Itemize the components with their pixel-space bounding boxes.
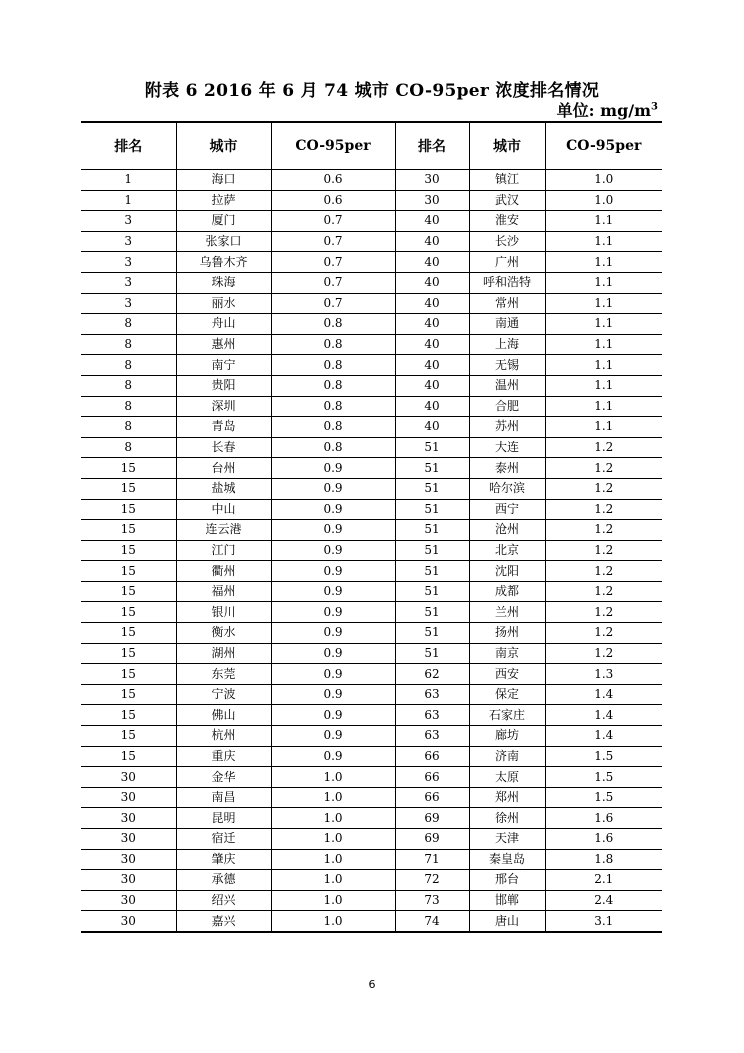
city-cell: 拉萨 bbox=[176, 190, 271, 211]
co-value-cell: 1.2 bbox=[545, 561, 662, 582]
co-value-cell: 0.9 bbox=[271, 478, 395, 499]
table-row bbox=[81, 499, 662, 520]
rank-cell: 15 bbox=[81, 643, 176, 664]
rank-cell: 40 bbox=[395, 272, 469, 293]
city-cell: 肇庆 bbox=[176, 849, 271, 870]
co-value-cell: 1.4 bbox=[545, 684, 662, 705]
city-cell: 扬州 bbox=[469, 623, 545, 644]
table-row bbox=[81, 829, 662, 850]
rank-cell: 30 bbox=[81, 808, 176, 829]
header-co-left: CO-95per bbox=[271, 122, 395, 170]
co-value-cell: 1.0 bbox=[271, 808, 395, 829]
co-value-cell: 1.3 bbox=[545, 664, 662, 685]
rank-cell: 8 bbox=[81, 437, 176, 458]
co-value-cell: 1.2 bbox=[545, 499, 662, 520]
co-value-cell: 0.9 bbox=[271, 602, 395, 623]
co-value-cell: 1.1 bbox=[545, 375, 662, 396]
rank-cell: 15 bbox=[81, 581, 176, 602]
rank-cell: 30 bbox=[81, 890, 176, 911]
city-cell: 苏州 bbox=[469, 417, 545, 438]
city-cell: 盐城 bbox=[176, 478, 271, 499]
city-cell: 佛山 bbox=[176, 705, 271, 726]
rank-cell: 30 bbox=[395, 170, 469, 191]
city-cell: 廊坊 bbox=[469, 726, 545, 747]
page-number: 6 bbox=[368, 978, 376, 991]
city-cell: 天津 bbox=[469, 829, 545, 850]
city-cell: 太原 bbox=[469, 767, 545, 788]
ranking-table bbox=[81, 121, 662, 933]
co-value-cell: 1.1 bbox=[545, 417, 662, 438]
rank-cell: 51 bbox=[395, 499, 469, 520]
rank-cell: 30 bbox=[81, 787, 176, 808]
table-row bbox=[81, 623, 662, 644]
co-value-cell: 1.0 bbox=[271, 829, 395, 850]
city-cell: 秦皇岛 bbox=[469, 849, 545, 870]
rank-cell: 3 bbox=[81, 293, 176, 314]
unit-label bbox=[557, 98, 658, 121]
city-cell: 淮安 bbox=[469, 211, 545, 232]
rank-cell: 73 bbox=[395, 890, 469, 911]
city-cell: 宿迁 bbox=[176, 829, 271, 850]
city-cell: 乌鲁木齐 bbox=[176, 252, 271, 273]
city-cell: 承德 bbox=[176, 870, 271, 891]
rank-cell: 30 bbox=[395, 190, 469, 211]
table-row bbox=[81, 375, 662, 396]
city-cell: 沈阳 bbox=[469, 561, 545, 582]
rank-cell: 51 bbox=[395, 437, 469, 458]
city-cell: 宁波 bbox=[176, 684, 271, 705]
co-value-cell: 0.8 bbox=[271, 355, 395, 376]
co-value-cell: 1.1 bbox=[545, 355, 662, 376]
table-row bbox=[81, 478, 662, 499]
rank-cell: 51 bbox=[395, 602, 469, 623]
table-row bbox=[81, 808, 662, 829]
table-row bbox=[81, 911, 662, 932]
rank-cell: 15 bbox=[81, 602, 176, 623]
co-value-cell: 0.7 bbox=[271, 211, 395, 232]
table-row bbox=[81, 890, 662, 911]
co-value-cell: 3.1 bbox=[545, 911, 662, 932]
city-cell: 长春 bbox=[176, 437, 271, 458]
co-value-cell: 1.6 bbox=[545, 808, 662, 829]
city-cell: 无锡 bbox=[469, 355, 545, 376]
table-row bbox=[81, 272, 662, 293]
city-cell: 西宁 bbox=[469, 499, 545, 520]
co-value-cell: 0.6 bbox=[271, 170, 395, 191]
rank-cell: 40 bbox=[395, 396, 469, 417]
header-co-right: CO-95per bbox=[545, 122, 662, 170]
table-row bbox=[81, 231, 662, 252]
rank-cell: 3 bbox=[81, 272, 176, 293]
city-cell: 常州 bbox=[469, 293, 545, 314]
co-value-cell: 1.0 bbox=[271, 911, 395, 932]
rank-cell: 30 bbox=[81, 911, 176, 932]
city-cell: 青岛 bbox=[176, 417, 271, 438]
rank-cell: 63 bbox=[395, 726, 469, 747]
rank-cell: 1 bbox=[81, 170, 176, 191]
city-cell: 惠州 bbox=[176, 334, 271, 355]
city-cell: 兰州 bbox=[469, 602, 545, 623]
city-cell: 海口 bbox=[176, 170, 271, 191]
city-cell: 温州 bbox=[469, 375, 545, 396]
table-row bbox=[81, 602, 662, 623]
co-value-cell: 1.2 bbox=[545, 437, 662, 458]
city-cell: 江门 bbox=[176, 540, 271, 561]
city-cell: 邯郸 bbox=[469, 890, 545, 911]
co-value-cell: 0.8 bbox=[271, 417, 395, 438]
co-value-cell: 1.0 bbox=[271, 890, 395, 911]
city-cell: 徐州 bbox=[469, 808, 545, 829]
header-rank-left: 排名 bbox=[81, 122, 176, 170]
co-value-cell: 0.9 bbox=[271, 458, 395, 479]
co-value-cell: 0.9 bbox=[271, 540, 395, 561]
co-value-cell: 0.9 bbox=[271, 746, 395, 767]
city-cell: 贵阳 bbox=[176, 375, 271, 396]
rank-cell: 8 bbox=[81, 355, 176, 376]
rank-cell: 15 bbox=[81, 684, 176, 705]
co-value-cell: 0.9 bbox=[271, 726, 395, 747]
unit-text: 单位: mg/m bbox=[556, 101, 652, 120]
rank-cell: 3 bbox=[81, 231, 176, 252]
co-value-cell: 1.1 bbox=[545, 252, 662, 273]
co-value-cell: 1.0 bbox=[545, 190, 662, 211]
city-cell: 沧州 bbox=[469, 520, 545, 541]
co-value-cell: 1.2 bbox=[545, 581, 662, 602]
rank-cell: 51 bbox=[395, 520, 469, 541]
city-cell: 哈尔滨 bbox=[469, 478, 545, 499]
city-cell: 福州 bbox=[176, 581, 271, 602]
co-value-cell: 0.9 bbox=[271, 705, 395, 726]
table-row bbox=[81, 746, 662, 767]
table-row bbox=[81, 334, 662, 355]
table-row bbox=[81, 581, 662, 602]
city-cell: 北京 bbox=[469, 540, 545, 561]
co-value-cell: 0.9 bbox=[271, 581, 395, 602]
table-row bbox=[81, 705, 662, 726]
co-value-cell: 1.1 bbox=[545, 231, 662, 252]
rank-cell: 3 bbox=[81, 211, 176, 232]
table-header-row bbox=[81, 122, 662, 170]
city-cell: 广州 bbox=[469, 252, 545, 273]
rank-cell: 15 bbox=[81, 499, 176, 520]
table-row bbox=[81, 520, 662, 541]
rank-cell: 40 bbox=[395, 334, 469, 355]
header-city-right: 城市 bbox=[469, 122, 545, 170]
header-city-left: 城市 bbox=[176, 122, 271, 170]
city-cell: 南宁 bbox=[176, 355, 271, 376]
rank-cell: 15 bbox=[81, 458, 176, 479]
table-row bbox=[81, 314, 662, 335]
co-value-cell: 0.9 bbox=[271, 623, 395, 644]
city-cell: 中山 bbox=[176, 499, 271, 520]
rank-cell: 15 bbox=[81, 623, 176, 644]
co-value-cell: 1.0 bbox=[271, 767, 395, 788]
rank-cell: 69 bbox=[395, 829, 469, 850]
rank-cell: 8 bbox=[81, 396, 176, 417]
table-row bbox=[81, 849, 662, 870]
rank-cell: 8 bbox=[81, 417, 176, 438]
city-cell: 大连 bbox=[469, 437, 545, 458]
co-value-cell: 1.4 bbox=[545, 705, 662, 726]
city-cell: 西安 bbox=[469, 664, 545, 685]
city-cell: 昆明 bbox=[176, 808, 271, 829]
city-cell: 上海 bbox=[469, 334, 545, 355]
table-row bbox=[81, 417, 662, 438]
city-cell: 南通 bbox=[469, 314, 545, 335]
co-value-cell: 0.9 bbox=[271, 561, 395, 582]
city-cell: 镇江 bbox=[469, 170, 545, 191]
city-cell: 连云港 bbox=[176, 520, 271, 541]
table-row bbox=[81, 643, 662, 664]
city-cell: 银川 bbox=[176, 602, 271, 623]
co-value-cell: 2.1 bbox=[545, 870, 662, 891]
city-cell: 邢台 bbox=[469, 870, 545, 891]
rank-cell: 15 bbox=[81, 664, 176, 685]
city-cell: 南京 bbox=[469, 643, 545, 664]
rank-cell: 15 bbox=[81, 561, 176, 582]
rank-cell: 15 bbox=[81, 540, 176, 561]
co-value-cell: 1.0 bbox=[545, 170, 662, 191]
table-row bbox=[81, 726, 662, 747]
co-value-cell: 1.2 bbox=[545, 623, 662, 644]
city-cell: 保定 bbox=[469, 684, 545, 705]
rank-cell: 66 bbox=[395, 746, 469, 767]
rank-cell: 15 bbox=[81, 746, 176, 767]
co-value-cell: 1.4 bbox=[545, 726, 662, 747]
city-cell: 南昌 bbox=[176, 787, 271, 808]
table-row bbox=[81, 664, 662, 685]
city-cell: 石家庄 bbox=[469, 705, 545, 726]
table-row bbox=[81, 458, 662, 479]
city-cell: 武汉 bbox=[469, 190, 545, 211]
co-value-cell: 1.2 bbox=[545, 602, 662, 623]
co-value-cell: 0.9 bbox=[271, 664, 395, 685]
city-cell: 呼和浩特 bbox=[469, 272, 545, 293]
co-value-cell: 0.8 bbox=[271, 334, 395, 355]
co-value-cell: 2.4 bbox=[545, 890, 662, 911]
table-row bbox=[81, 767, 662, 788]
table-row bbox=[81, 396, 662, 417]
co-value-cell: 1.8 bbox=[545, 849, 662, 870]
city-cell: 长沙 bbox=[469, 231, 545, 252]
city-cell: 深圳 bbox=[176, 396, 271, 417]
table-row bbox=[81, 684, 662, 705]
city-cell: 济南 bbox=[469, 746, 545, 767]
city-cell: 珠海 bbox=[176, 272, 271, 293]
table-row bbox=[81, 355, 662, 376]
rank-cell: 30 bbox=[81, 849, 176, 870]
rank-cell: 51 bbox=[395, 458, 469, 479]
co-value-cell: 1.5 bbox=[545, 787, 662, 808]
city-cell: 台州 bbox=[176, 458, 271, 479]
rank-cell: 40 bbox=[395, 375, 469, 396]
co-value-cell: 1.1 bbox=[545, 272, 662, 293]
city-cell: 湖州 bbox=[176, 643, 271, 664]
rank-cell: 51 bbox=[395, 623, 469, 644]
co-value-cell: 0.7 bbox=[271, 231, 395, 252]
rank-cell: 71 bbox=[395, 849, 469, 870]
rank-cell: 69 bbox=[395, 808, 469, 829]
rank-cell: 8 bbox=[81, 375, 176, 396]
table-row bbox=[81, 211, 662, 232]
city-cell: 合肥 bbox=[469, 396, 545, 417]
rank-cell: 40 bbox=[395, 252, 469, 273]
rank-cell: 15 bbox=[81, 478, 176, 499]
city-cell: 重庆 bbox=[176, 746, 271, 767]
rank-cell: 15 bbox=[81, 520, 176, 541]
table-row bbox=[81, 252, 662, 273]
rank-cell: 1 bbox=[81, 190, 176, 211]
rank-cell: 63 bbox=[395, 705, 469, 726]
co-value-cell: 1.0 bbox=[271, 870, 395, 891]
rank-cell: 66 bbox=[395, 767, 469, 788]
table-row bbox=[81, 170, 662, 191]
city-cell: 东莞 bbox=[176, 664, 271, 685]
co-value-cell: 0.9 bbox=[271, 499, 395, 520]
co-value-cell: 1.2 bbox=[545, 520, 662, 541]
city-cell: 衢州 bbox=[176, 561, 271, 582]
rank-cell: 8 bbox=[81, 314, 176, 335]
co-value-cell: 0.7 bbox=[271, 293, 395, 314]
city-cell: 舟山 bbox=[176, 314, 271, 335]
co-value-cell: 1.1 bbox=[545, 396, 662, 417]
co-value-cell: 0.8 bbox=[271, 396, 395, 417]
co-value-cell: 0.7 bbox=[271, 252, 395, 273]
rank-cell: 15 bbox=[81, 705, 176, 726]
co-value-cell: 1.2 bbox=[545, 478, 662, 499]
rank-cell: 8 bbox=[81, 334, 176, 355]
table-row bbox=[81, 870, 662, 891]
co-value-cell: 0.9 bbox=[271, 684, 395, 705]
table-row bbox=[81, 190, 662, 211]
table-row bbox=[81, 293, 662, 314]
city-cell: 绍兴 bbox=[176, 890, 271, 911]
rank-cell: 40 bbox=[395, 355, 469, 376]
rank-cell: 40 bbox=[395, 314, 469, 335]
city-cell: 嘉兴 bbox=[176, 911, 271, 932]
rank-cell: 40 bbox=[395, 211, 469, 232]
rank-cell: 30 bbox=[81, 829, 176, 850]
city-cell: 厦门 bbox=[176, 211, 271, 232]
rank-cell: 51 bbox=[395, 478, 469, 499]
co-value-cell: 1.1 bbox=[545, 314, 662, 335]
co-value-cell: 0.8 bbox=[271, 437, 395, 458]
rank-cell: 51 bbox=[395, 581, 469, 602]
co-value-cell: 1.2 bbox=[545, 540, 662, 561]
co-value-cell: 0.7 bbox=[271, 272, 395, 293]
page-title: 附表 6 2016 年 6 月 74 城市 CO-95per 浓度排名情况 bbox=[144, 81, 600, 101]
co-value-cell: 1.6 bbox=[545, 829, 662, 850]
rank-cell: 62 bbox=[395, 664, 469, 685]
co-value-cell: 1.2 bbox=[545, 458, 662, 479]
co-value-cell: 1.2 bbox=[545, 643, 662, 664]
table-row bbox=[81, 437, 662, 458]
rank-cell: 66 bbox=[395, 787, 469, 808]
rank-cell: 74 bbox=[395, 911, 469, 932]
co-value-cell: 1.1 bbox=[545, 293, 662, 314]
co-value-cell: 0.6 bbox=[271, 190, 395, 211]
rank-cell: 51 bbox=[395, 540, 469, 561]
city-cell: 衡水 bbox=[176, 623, 271, 644]
rank-cell: 51 bbox=[395, 643, 469, 664]
header-rank-right: 排名 bbox=[395, 122, 469, 170]
table-row bbox=[81, 787, 662, 808]
rank-cell: 51 bbox=[395, 561, 469, 582]
co-value-cell: 0.9 bbox=[271, 520, 395, 541]
table-row bbox=[81, 540, 662, 561]
rank-cell: 40 bbox=[395, 417, 469, 438]
table-row bbox=[81, 561, 662, 582]
unit-exponent: 3 bbox=[651, 101, 658, 113]
co-value-cell: 1.0 bbox=[271, 849, 395, 870]
city-cell: 金华 bbox=[176, 767, 271, 788]
city-cell: 成都 bbox=[469, 581, 545, 602]
city-cell: 泰州 bbox=[469, 458, 545, 479]
co-value-cell: 0.8 bbox=[271, 375, 395, 396]
rank-cell: 63 bbox=[395, 684, 469, 705]
city-cell: 丽水 bbox=[176, 293, 271, 314]
co-value-cell: 1.1 bbox=[545, 211, 662, 232]
rank-cell: 15 bbox=[81, 726, 176, 747]
co-value-cell: 0.8 bbox=[271, 314, 395, 335]
co-value-cell: 0.9 bbox=[271, 643, 395, 664]
rank-cell: 30 bbox=[81, 870, 176, 891]
co-value-cell: 1.5 bbox=[545, 767, 662, 788]
city-cell: 张家口 bbox=[176, 231, 271, 252]
city-cell: 唐山 bbox=[469, 911, 545, 932]
city-cell: 杭州 bbox=[176, 726, 271, 747]
co-value-cell: 1.0 bbox=[271, 787, 395, 808]
rank-cell: 40 bbox=[395, 293, 469, 314]
rank-cell: 30 bbox=[81, 767, 176, 788]
co-value-cell: 1.5 bbox=[545, 746, 662, 767]
table-body bbox=[81, 170, 662, 932]
city-cell: 郑州 bbox=[469, 787, 545, 808]
rank-cell: 40 bbox=[395, 231, 469, 252]
rank-cell: 3 bbox=[81, 252, 176, 273]
rank-cell: 72 bbox=[395, 870, 469, 891]
co-value-cell: 1.1 bbox=[545, 334, 662, 355]
